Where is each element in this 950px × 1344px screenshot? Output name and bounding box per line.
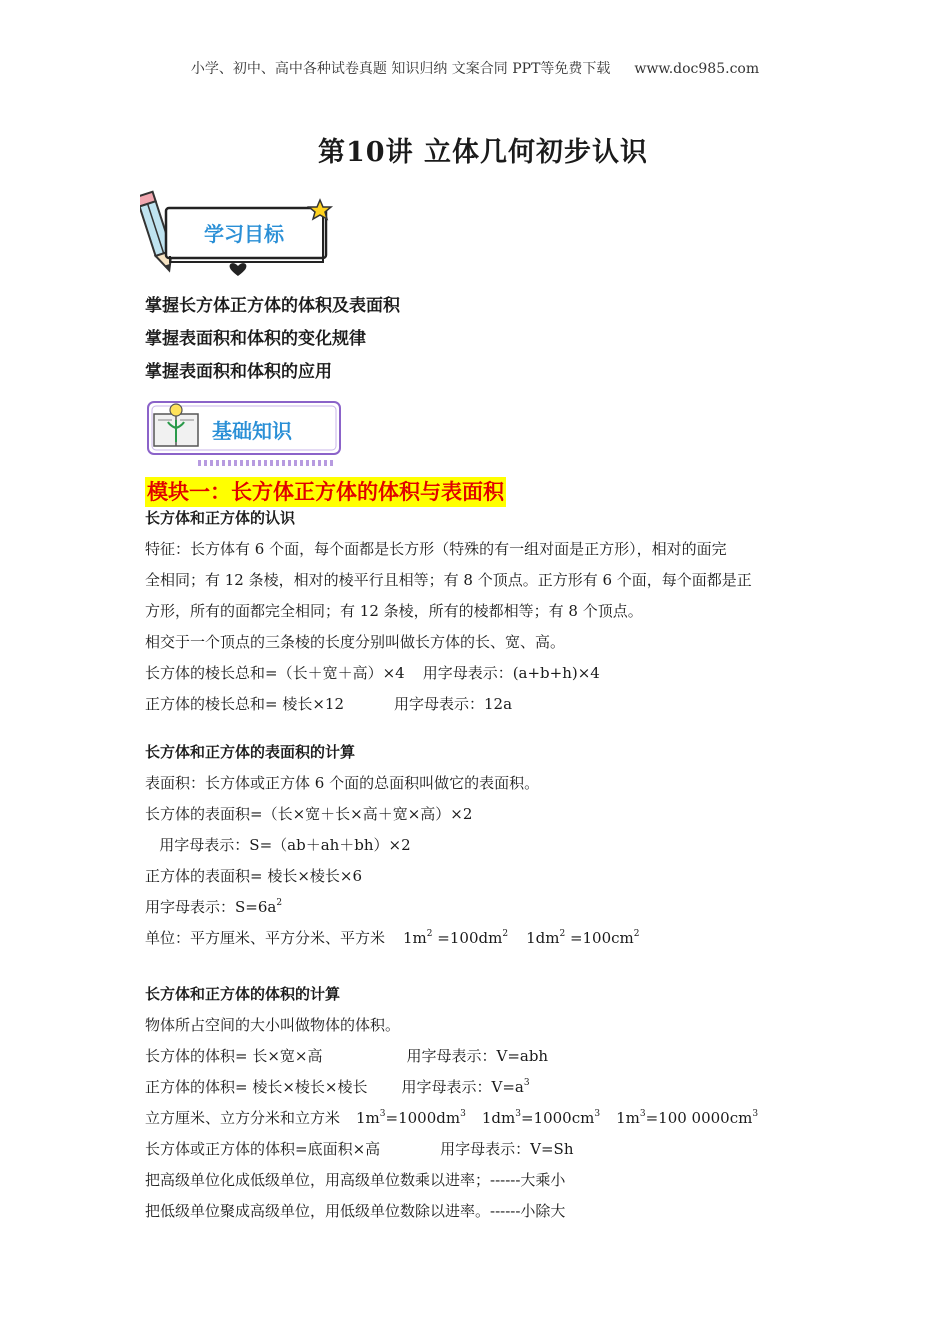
- unit: 1m: [403, 929, 427, 947]
- page-title: 第10讲 立体几何初步认识: [318, 137, 648, 168]
- unit: =1000dm: [385, 1109, 461, 1127]
- text-line: 用字母表示：S=（ab＋ah＋bh）×2: [145, 836, 411, 854]
- units-text: 立方厘米、立方分米和立方米: [145, 1109, 341, 1127]
- pencil-icon: [140, 186, 336, 278]
- formula-text: 正方体的棱长总和= 棱长×12: [145, 695, 344, 713]
- exponent: 3: [379, 1109, 386, 1119]
- unit: 1m: [616, 1109, 640, 1127]
- unit: =100 0000cm: [645, 1109, 753, 1127]
- book-lightbulb-icon: [144, 398, 344, 468]
- goal-item: 掌握表面积和体积的应用: [145, 362, 332, 382]
- exponent: 3: [460, 1109, 466, 1119]
- exponent: 2: [633, 929, 640, 939]
- goal-item: 掌握表面积和体积的变化规律: [145, 329, 366, 349]
- formula-line: [145, 689, 815, 720]
- page-header: [0, 58, 950, 78]
- unit: =100cm: [565, 929, 634, 947]
- unit: =1000cm: [520, 1109, 595, 1127]
- badge-label: 基础知识: [212, 419, 292, 443]
- exponent: 2: [502, 929, 509, 939]
- text-line: 把高级单位化成低级单位，用高级单位数乘以进率；------大乘小: [145, 1171, 566, 1189]
- unit: 1m: [356, 1109, 380, 1127]
- exponent: 2: [426, 929, 433, 939]
- learning-goals-badge: [140, 186, 336, 278]
- text-line: 方形，所有的面都完全相同；有 12 条棱，所有的棱都相等；有 8 个顶点。: [145, 602, 643, 620]
- units-line: [145, 1103, 815, 1134]
- section-volume: [145, 979, 815, 1227]
- text-line: 表面积：长方体或正方体 6 个面的总面积叫做它的表面积。: [145, 774, 540, 792]
- exponent: 3: [515, 1109, 521, 1119]
- basic-knowledge-badge: [144, 398, 344, 468]
- formula-line: [145, 892, 815, 923]
- exponent: 3: [594, 1109, 601, 1119]
- exponent: 3: [752, 1109, 759, 1119]
- units-line: [145, 923, 815, 954]
- header-site-link[interactable]: www.doc985.com: [634, 61, 760, 77]
- header-text: 小学、初中、高中各种试卷真题 知识归纳 文案合同 PPT等免费下载: [190, 61, 611, 77]
- text-line: 长方体的表面积=（长×宽＋长×高＋宽×高）×2: [145, 805, 473, 823]
- exponent: 2: [559, 929, 566, 939]
- formula-line: [145, 658, 815, 689]
- unit: 1dm: [481, 1109, 516, 1127]
- learning-goals-list: [145, 290, 400, 389]
- formula-text: 长方体或正方体的体积=底面积×高: [145, 1140, 381, 1158]
- formula-text: 正方体的体积= 棱长×棱长×棱长: [145, 1078, 368, 1096]
- section-heading: 长方体和正方体的认识: [145, 509, 296, 527]
- badge-label: 学习目标: [204, 222, 284, 246]
- unit: =100dm: [432, 929, 503, 947]
- formula-text: 长方体的棱长总和=（长＋宽＋高）×4: [145, 664, 405, 682]
- section-recognition: [145, 503, 815, 720]
- text-line: 物体所占空间的大小叫做物体的体积。: [145, 1016, 401, 1034]
- goal-item: 掌握长方体正方体的体积及表面积: [145, 296, 400, 316]
- formula-text: 用字母表示：S=6a: [145, 898, 277, 916]
- exponent: 2: [276, 898, 283, 908]
- section-surface-area: [145, 737, 815, 954]
- module-title: 模块一：长方体正方体的体积与表面积: [145, 477, 506, 507]
- units-text: 单位：平方厘米、平方分米、平方米: [145, 929, 386, 947]
- formula-line: [145, 1072, 815, 1103]
- text-line: 把低级单位聚成高级单位，用低级单位数除以进率。------小除大: [145, 1202, 566, 1220]
- unit: 1dm: [526, 929, 560, 947]
- formula-line: [145, 1041, 815, 1072]
- formula-letters: 用字母表示：12a: [394, 695, 513, 713]
- formula-letters: 用字母表示：(a+b+h)×4: [422, 664, 600, 682]
- section-heading: 长方体和正方体的体积的计算: [145, 985, 341, 1003]
- exponent: 3: [523, 1078, 530, 1088]
- section-heading: 长方体和正方体的表面积的计算: [145, 743, 356, 761]
- formula-text: 长方体的体积= 长×宽×高: [145, 1047, 323, 1065]
- exponent: 3: [639, 1109, 646, 1119]
- text-line: 特征：长方体有 6 个面，每个面都是长方形（特殊的有一组对面是正方形），相对的面完: [145, 540, 727, 558]
- text-line: 相交于一个顶点的三条棱的长度分别叫做长方体的长、宽、高。: [145, 633, 566, 651]
- formula-letters: 用字母表示：V=abh: [406, 1047, 549, 1065]
- formula-letters: 用字母表示：V=Sh: [440, 1140, 574, 1158]
- formula-line: [145, 1134, 815, 1165]
- text-line: 全相同；有 12 条棱，相对的棱平行且相等；有 8 个顶点。正方形有 6 个面，每个面都是正: [145, 571, 752, 589]
- formula-letters: 用字母表示：V=a: [401, 1078, 524, 1096]
- text-line: 正方体的表面积= 棱长×棱长×6: [145, 867, 363, 885]
